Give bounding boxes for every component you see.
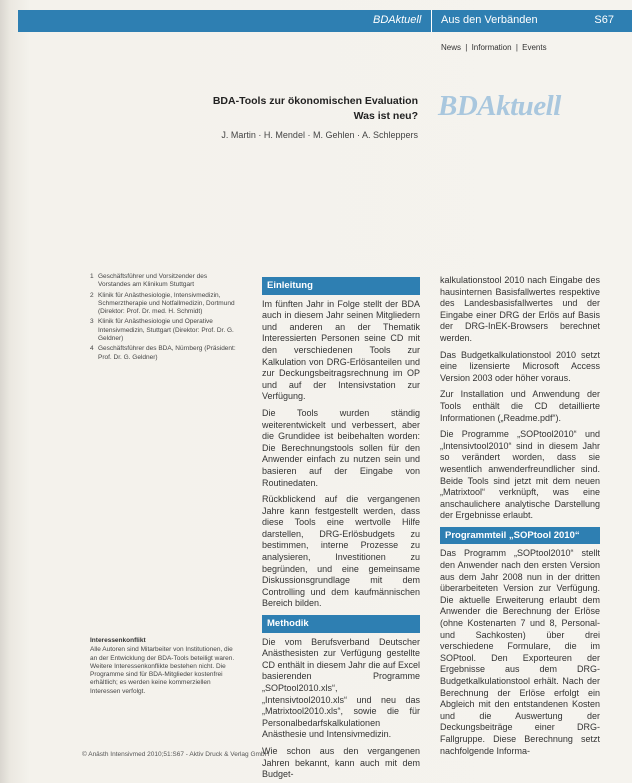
affiliation-text: Geschäftsführer des BDA, Nürnberg (Präsident: Prof. Dr. G. Geldner): [98, 345, 236, 361]
paragraph: Die Programme „SOPtool2010“ und „Intensivtool2010“ sind in diesem Jahr so verändert worden, dass sie wesentlich anwenderfreundlicher sind. Beide Tools sind jetzt mit dem neuen „Matrixtool“ verknüpft, was eine anschaulichere analytische Darstellung der Ergebnisse erlaubt.: [440, 429, 600, 521]
article-title: [213, 94, 418, 124]
article-title-line1: BDA-Tools zur ökonomischen Evaluation: [212, 95, 418, 107]
affiliation-item: [90, 345, 240, 362]
sub-navigation: [440, 43, 548, 52]
header-section-title: Aus den Verbänden: [441, 14, 538, 26]
paragraph: Im fünften Jahr in Folge stellt der BDA auch in diesem Jahr seinen Mitgliedern und anderen an der Thematik Interessierten Personen seine CD mit den verschiedenen Tools zur Kalkulation von DRG-Erlösanteilen und zur Deckungsbeitragsrechnung im OP und auf der Intensivstation zur Verfügung.: [262, 298, 420, 402]
affiliation-number: 1: [90, 273, 94, 280]
subnav-item-news: News: [441, 43, 462, 52]
affiliation-text: Geschäftsführer und Vorsitzender des Vorstandes am Klinikum Stuttgart: [98, 273, 208, 289]
section-heading-methodik: Methodik: [262, 615, 420, 633]
affiliation-number: 2: [90, 291, 94, 299]
subnav-separator: |: [515, 43, 518, 52]
affiliation-text: Klinik für Anästhesiologie, Intensivmedizin, Schmerztherapie und Notfallmedizin, Dortmund (Direktor: Prof. Dr. med. H. Schmidt): [98, 291, 235, 316]
affiliation-item: [90, 318, 240, 343]
header-divider: [431, 10, 432, 32]
header-badge: BDAktuell: [373, 14, 422, 26]
subnav-item-events: Events: [522, 43, 547, 52]
section-heading-einleitung: Einleitung: [262, 277, 420, 295]
section-heading-soptool: Programmteil „SOPtool 2010“: [440, 527, 600, 545]
affiliation-number: 4: [90, 345, 94, 353]
affiliation-number: 3: [90, 318, 94, 326]
paragraph: Rückblickend auf die vergangenen Jahre kann festgestellt werden, dass diese Tools eine wertvolle Hilfe darstellen, DRG-Erlösbudgets zu bestimmen, interne Prozesse zu analysieren, Investitionen zu begründen, und eine gemeinsame Diskussionsgrundlage mit dem Controlling und dem kaufmännischen Bereich bilden.: [262, 494, 420, 609]
article-authors: J. Martin · H. Mendel · M. Gehlen · A. Schleppers: [221, 130, 418, 140]
paragraph: Das Programm „SOPtool2010“ stellt den Anwender nach den ersten Version aus dem Jahr 2008 nun in der dritten überarbeiteten Version zur Verfügung. Die aktuelle Erweiterung erlaubt dem Anwender die Berechnung der Erlöse (ohne Kostenarten 7 und 8, Personal- und Sachkosten) über drei verschiedene Formulare, die im SOPtool. Den Exporteuren der Ergebnisse aus dem DRG-Budgetkalkulationstool erhält. Nach der Berechnung der Erlöse erfolgt ein Abgleich mit den entstandenen Kosten und die Auswertung der Deckungsbeiträge einer DRG-Fallgruppe. Diese Berechnung setzt nachfolgende Informa-: [440, 548, 600, 756]
paragraph: Wie schon aus den vergangenen Jahren bekannt, kann auch mit dem Budget-: [262, 745, 420, 780]
text-column-left: [262, 277, 420, 783]
affiliations: [90, 273, 240, 364]
page-footer: © Anästh Intensivmed 2010;51:S67 - Aktiv Druck & Verlag GmbH: [82, 751, 270, 758]
header-bar: [18, 10, 632, 32]
affiliation-item: [90, 292, 240, 317]
paragraph: Das Budgetkalkulationstool 2010 setzt eine lizensierte Microsoft Access Version 2003 oder höher voraus.: [440, 349, 600, 383]
text-column-right: [440, 275, 600, 762]
article-title-line2: Was ist neu?: [353, 110, 418, 122]
paragraph: kalkulationstool 2010 nach Eingabe des hausinternen Basisfallwertes respektive des Landesbasisfallwertes und der Eingabe einer DRG der Erlös auf Basis der DRG-InEK-Browsers berechnet werden.: [440, 275, 600, 343]
affiliation-text: Klinik für Anästhesiologie und Operative Intensivmedizin, Stuttgart (Direktor: Prof. Dr. G. Geldner): [98, 318, 234, 343]
interest-heading: Interessenkonflikt: [90, 637, 146, 644]
affiliation-item: [90, 273, 240, 290]
interest-text: Alle Autoren sind Mitarbeiter von Institutionen, die an der Entwicklung der BDA-Tools beteiligt waren. Weitere Interessenkonflikte bestehen nicht. Die Programme sind für BDA-Mitglieder kostenfrei erhältlich; es werden keine kommerziellen Interessen verfolgt.: [90, 646, 235, 695]
subnav-item-information: Information: [471, 43, 512, 52]
publication-logo: BDAktuell: [438, 90, 561, 122]
conflict-of-interest: [90, 637, 240, 696]
page-number: S67: [594, 14, 614, 26]
paragraph: Die vom Berufsverband Deutscher Anästhesisten zur Verfügung gestellte CD enthält in diesem Jahr die auf Excel basierenden Programme „SOPtool2010.xls“, „Intensivtool2010.xls“ und neu das „Matrixtool2010.xls“, sowie die für Personalbedarfskalkulationen Anästhesie und Intensivmedizin.: [262, 636, 420, 740]
paragraph: Die Tools wurden ständig weiterentwickelt und verbessert, aber die Grundidee ist beibehalten worden: Die Berechnungstools sollen für den Anwender einfach zu nutzen sein und basieren auf der Eingabe von Routinedaten.: [262, 407, 420, 488]
paragraph: Zur Installation und Anwendung der Tools enthält die CD detaillierte Informationen („Readme.pdf“).: [440, 389, 600, 423]
subnav-separator: |: [465, 43, 468, 52]
